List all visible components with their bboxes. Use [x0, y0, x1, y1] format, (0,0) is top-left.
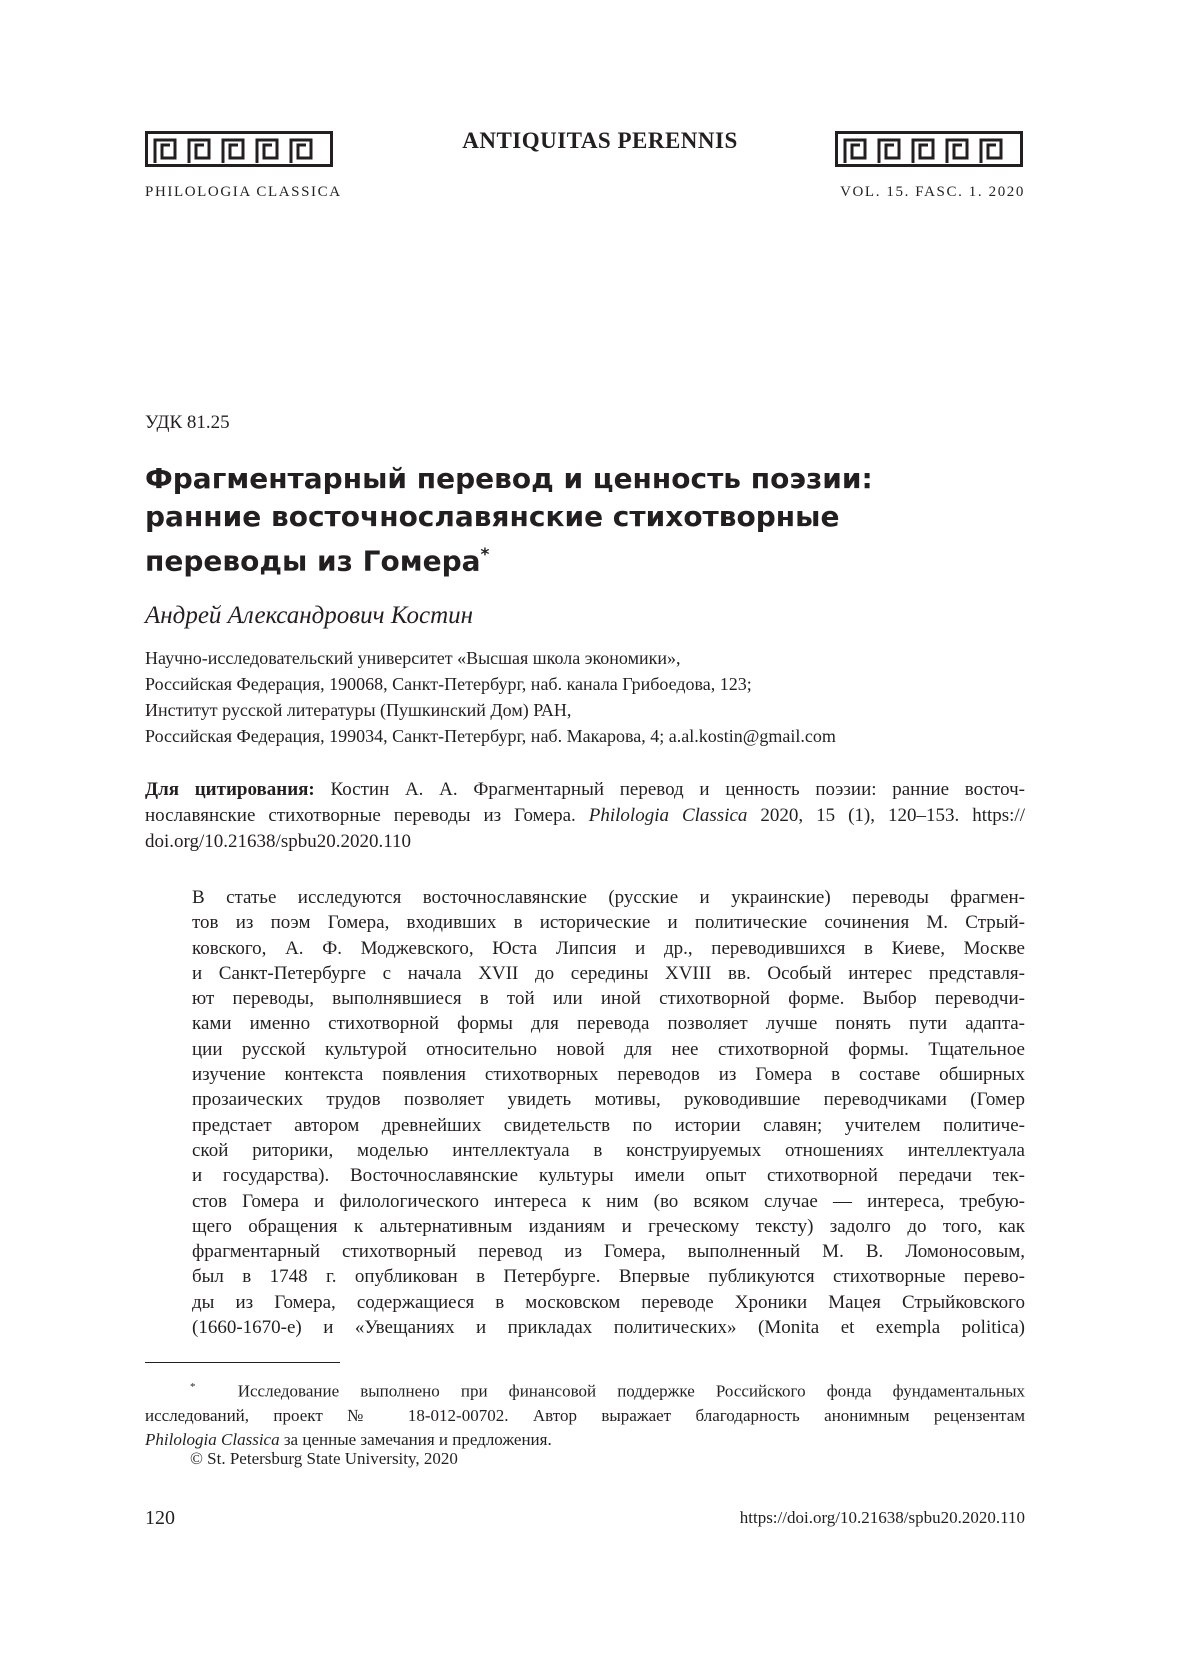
citation-block	[145, 777, 1025, 855]
citation-text: 2020, 15 (1), 120–153. https://	[747, 805, 1025, 826]
citation-label: Для цитирования:	[145, 779, 315, 800]
copyright-notice: © St. Petersburg State University, 2020	[190, 1449, 458, 1468]
abstract-line: ками именно стихотворной формы для перевода позволяет лучше понять пути адапта-	[192, 1013, 1025, 1035]
abstract-line: прозаических трудов позволяет увидеть мотивы, руководившие переводчиками (Гомер	[192, 1089, 1025, 1111]
abstract-line: В статье исследуются восточнославянские (русские и украинские) переводы фрагмен-	[192, 887, 1025, 908]
affiliation-line: Институт русской литературы (Пушкинский Дом) РАН,	[145, 700, 572, 720]
citation-text: нославянские стихотворные переводы из Гомера.	[145, 805, 589, 826]
article-title-line-text: переводы из Гомера	[145, 544, 481, 578]
affiliation-line: Научно-исследовательский университет «Высшая школа экономики»,	[145, 648, 681, 668]
footnote-mark: *	[190, 1381, 196, 1393]
abstract-line: ской риторики, моделью интеллектуала в конструируемых отношениях интеллектуала	[192, 1139, 1025, 1161]
abstract-line: и государства). Восточнославянские культуры имели опыт стихотворной передачи тек-	[192, 1165, 1025, 1187]
author-name: Андрей Александрович Костин	[145, 602, 474, 629]
footnote-text: за ценные замечания и предложения.	[279, 1429, 552, 1449]
abstract-line: фрагментарный стихотворный перевод из Гомера, выполненный М. В. Ломоносовым,	[192, 1241, 1025, 1263]
journal-volume: VOL. 15. FASC. 1. 2020	[840, 184, 1025, 200]
abstract-line: щего обращения к альтернативным изданиям и греческому тексту) задолго до того, как	[192, 1215, 1025, 1237]
article-title-line: ранние восточнославянские стихотворные	[145, 500, 840, 533]
footnote-divider	[145, 1362, 340, 1363]
footnote-line	[145, 1375, 1025, 1404]
citation-text: Костин А. А. Фрагментарный перевод и ценность поэзии: ранние восточ-	[314, 779, 1026, 800]
footnote-line: исследований, проект № 18-012-00702. Автор выражает благодарность анонимным рецензентам	[145, 1405, 1025, 1425]
abstract-line: и Санкт-Петербурге с начала XVII до середины XVIII вв. Особый интерес представля-	[192, 962, 1025, 984]
abstract-line: изучение контекста появления стихотворных переводов из Гомера в составе обширных	[192, 1064, 1025, 1086]
abstract-line: был в 1748 г. опубликован в Петербурге. Впервые публикуются стихотворные перево-	[192, 1266, 1025, 1288]
footnote	[145, 1375, 1025, 1452]
page-number: 120	[145, 1507, 175, 1529]
doi-footer-link[interactable]: https://doi.org/10.21638/spbu20.2020.110	[739, 1508, 1025, 1527]
affiliation-line: Российская Федерация, 190068, Санкт-Петербург, наб. канала Грибоедова, 123;	[145, 674, 752, 694]
abstract-line: ковского, А. Ф. Моджевского, Юста Липсия и др., переводившихся в Киеве, Москве	[192, 937, 1025, 959]
article-title-line: Фрагментарный перевод и ценность поэзии:	[145, 462, 873, 495]
journal-title: ANTIQUITAS PERENNIS	[462, 128, 738, 153]
footnote-text: Исследование выполнено при финансовой поддержке Российского фонда фундаментальных	[237, 1381, 1025, 1401]
citation-line	[145, 803, 1025, 829]
author-affiliation	[145, 645, 836, 749]
abstract-line: (1660-1670-е) и «Увещаниях и прикладах политических» (Monita et exempla politica)	[192, 1317, 1025, 1339]
abstract-line: ют переводы, выполнявшиеся в той или иной стихотворной форме. Выбор переводчи-	[192, 988, 1025, 1010]
affiliation-line: Российская Федерация, 199034, Санкт-Петербург, наб. Макарова, 4; a.al.kostin@gmail.com	[145, 726, 836, 746]
abstract-line: тов из поэм Гомера, входивших в исторические и политические сочинения М. Стрый-	[192, 912, 1025, 934]
udk-code: УДК 81.25	[145, 412, 230, 433]
title-footnote-mark[interactable]: *	[480, 545, 490, 565]
abstract	[192, 885, 1025, 1340]
journal-series: PHILOLOGIA CLASSICA	[145, 184, 342, 200]
footnote-journal: Philologia Classica	[145, 1429, 280, 1449]
abstract-line: ды из Гомера, содержащиеся в московском переводе Хроники Мацея Стрыйковского	[192, 1291, 1025, 1313]
abstract-line: предстает автором древнейших свидетельств по истории славян; учителем политиче-	[192, 1114, 1025, 1136]
abstract-line: ции русской культурой относительно новой для нее стихотворной формы. Тщательное	[192, 1038, 1025, 1060]
citation-line	[145, 777, 1025, 803]
article-title-line	[145, 536, 1045, 580]
abstract-line: стов Гомера и филологического интереса к ним (во всяком случае — интереса, требую-	[192, 1190, 1025, 1212]
article-title	[145, 460, 1045, 580]
citation-doi-link[interactable]: doi.org/10.21638/spbu20.2020.110	[145, 831, 412, 852]
citation-journal: Philologia Classica	[588, 805, 748, 826]
